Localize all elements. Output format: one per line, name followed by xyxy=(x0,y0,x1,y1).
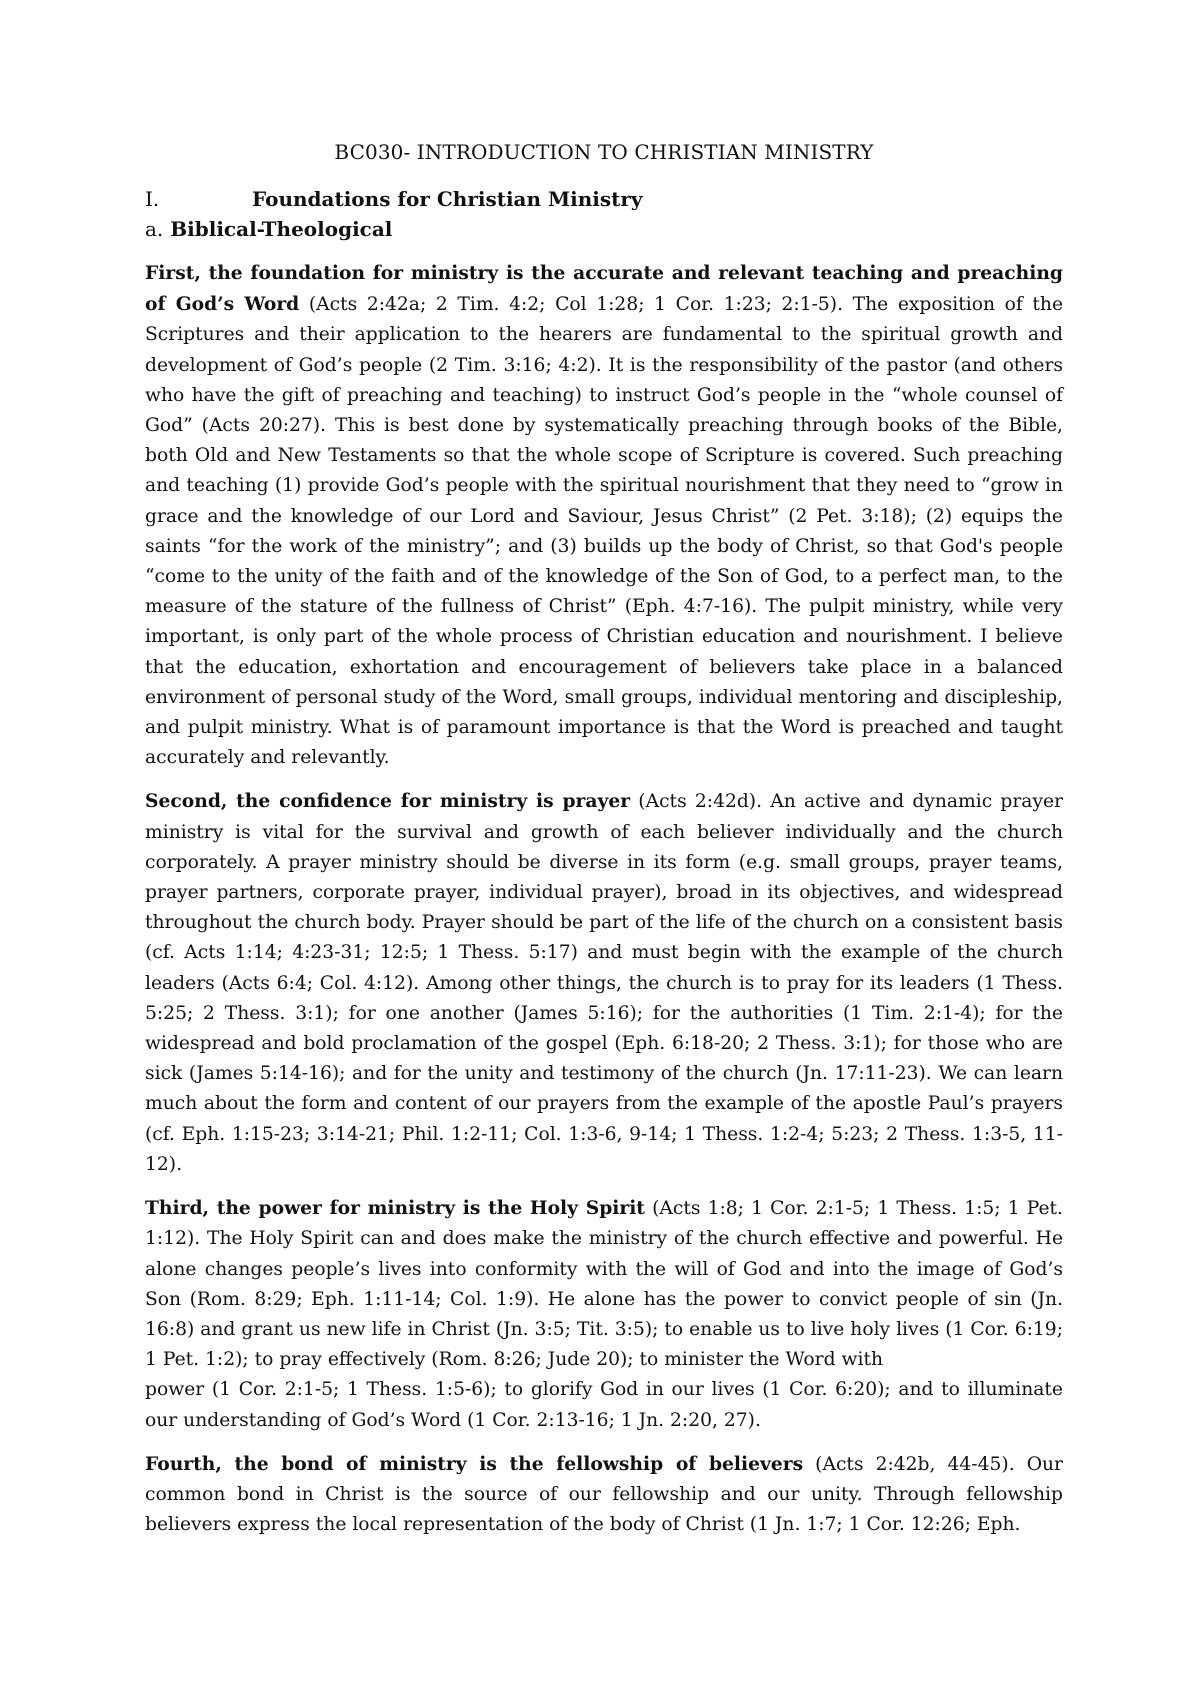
subsection-letter: a. xyxy=(145,217,164,241)
section-title: Foundations for Christian Ministry xyxy=(252,187,643,211)
paragraph-second xyxy=(145,786,1063,1180)
paragraph-lead: Second, the confidence for ministry is prayer xyxy=(145,790,631,813)
section-number: I. xyxy=(145,187,160,211)
paragraph-third xyxy=(145,1193,1063,1436)
paragraph-fourth xyxy=(145,1449,1063,1541)
section-heading xyxy=(145,184,1063,214)
paragraph-lead: Fourth, the bond of ministry is the fellowship of believers xyxy=(145,1452,804,1475)
document-title: BC030- INTRODUCTION TO CHRISTIAN MINISTRY xyxy=(334,140,874,164)
subsection-title: Biblical-Theological xyxy=(170,217,393,241)
subsection-heading xyxy=(145,214,1063,244)
paragraph-continuation: power (1 Cor. 2:1-5; 1 Thess. 1:5-6); to glorify God in our lives (1 Cor. 6:20); and to illuminate our understanding of God’s Word (1 Cor. 2:13-16; 1 Jn. 2:20, 27). xyxy=(145,1379,1063,1431)
paragraph-lead: Third, the power for ministry is the Holy Spirit xyxy=(145,1197,645,1220)
paragraph-body: (Acts 2:42a; 2 Tim. 4:2; Col 1:28; 1 Cor. 1:23; 2:1-5). The exposition of the Scriptures and their application to the hearers are fundamental to the spiritual growth and development of God’s people (2 Tim. 3:16; 4:2). It is the responsibility of the pastor (and others who have the gift of preaching and teaching) to instruct God’s people in the “whole counsel of God” (Acts 20:27). This is best done by systematically preaching through books of the Bible, both Old and New Testaments so that the whole scope of Scripture is covered. Such preaching and teaching (1) provide God’s people with the spiritual nourishment that they need to “grow in grace and the knowledge of our Lord and Saviour, Jesus Christ” (2 Pet. 3:18); (2) equips the saints “for the work of the ministry”; and (3) builds up the body of Christ, so that God's people “come to the unity of the faith and of the knowledge of the Son of God, to a perfect man, to the measure of the stature of the fullness of Christ” (Eph. 4:7-16). The pulpit ministry, while very important, is only part of the whole process of Christian education and nourishment. I believe that the education, exhortation and encouragement of believers take place in a balanced environment of personal study of the Word, small groups, individual mentoring and discipleship, and pulpit ministry. What is of paramount importance is that the Word is preached and taught accurately and relevantly. xyxy=(145,294,1063,769)
paragraph-lead: First, the foundation for ministry is the accurate and relevant teaching and preaching of God’s Word xyxy=(145,262,1063,316)
document-page xyxy=(145,140,1063,1553)
paragraph-first xyxy=(145,258,1063,773)
paragraph-body: (Acts 2:42d). An active and dynamic prayer ministry is vital for the survival and growth of each believer individually and the church corporately. A prayer ministry should be diverse in its form (e.g. small groups, prayer teams, prayer partners, corporate prayer, individual prayer), broad in its objectives, and widespread throughout the church body. Prayer should be part of the life of the church on a consistent basis (cf. Acts 1:14; 4:23-31; 12:5; 1 Thess. 5:17) and must begin with the example of the church leaders (Acts 6:4; Col. 4:12). Among other things, the church is to pray for its leaders (1 Thess. 5:25; 2 Thess. 3:1); for one another (James 5:16); for the authorities (1 Tim. 2:1-4); for the widespread and bold proclamation of the gospel (Eph. 6:18-20; 2 Thess. 3:1); for those who are sick (James 5:14-16); and for the unity and testimony of the church (Jn. 17:11-23). We can learn much about the form and content of our prayers from the example of the apostle Paul’s prayers (cf. Eph. 1:15-23; 3:14-21; Phil. 1:2-11; Col. 1:3-6, 9-14; 1 Thess. 1:2-4; 5:23; 2 Thess. 1:3-5, 11-12). xyxy=(145,791,1063,1175)
paragraph-body: (Acts 2:42b, 44-45). Our common bond in Christ is the source of our fellowship and our unity. Through fellowship believers express the local representation of the body of Christ (1 Jn. 1:7; 1 Cor. 12:26; Eph. xyxy=(145,1453,1063,1536)
paragraph-body: (Acts 1:8; 1 Cor. 2:1-5; 1 Thess. 1:5; 1 Pet. 1:12). The Holy Spirit can and does make the ministry of the church effective and powerful. He alone changes people’s lives into conformity with the will of God and into the image of God’s Son (Rom. 8:29; Eph. 1:11-14; Col. 1:9). He alone has the power to convict people of sin (Jn. 16:8) and grant us new life in Christ (Jn. 3:5; Tit. 3:5); to enable us to live holy lives (1 Cor. 6:19; 1 Pet. 1:2); to pray effectively (Rom. 8:26; Jude 20); to minister the Word with xyxy=(145,1198,1063,1371)
